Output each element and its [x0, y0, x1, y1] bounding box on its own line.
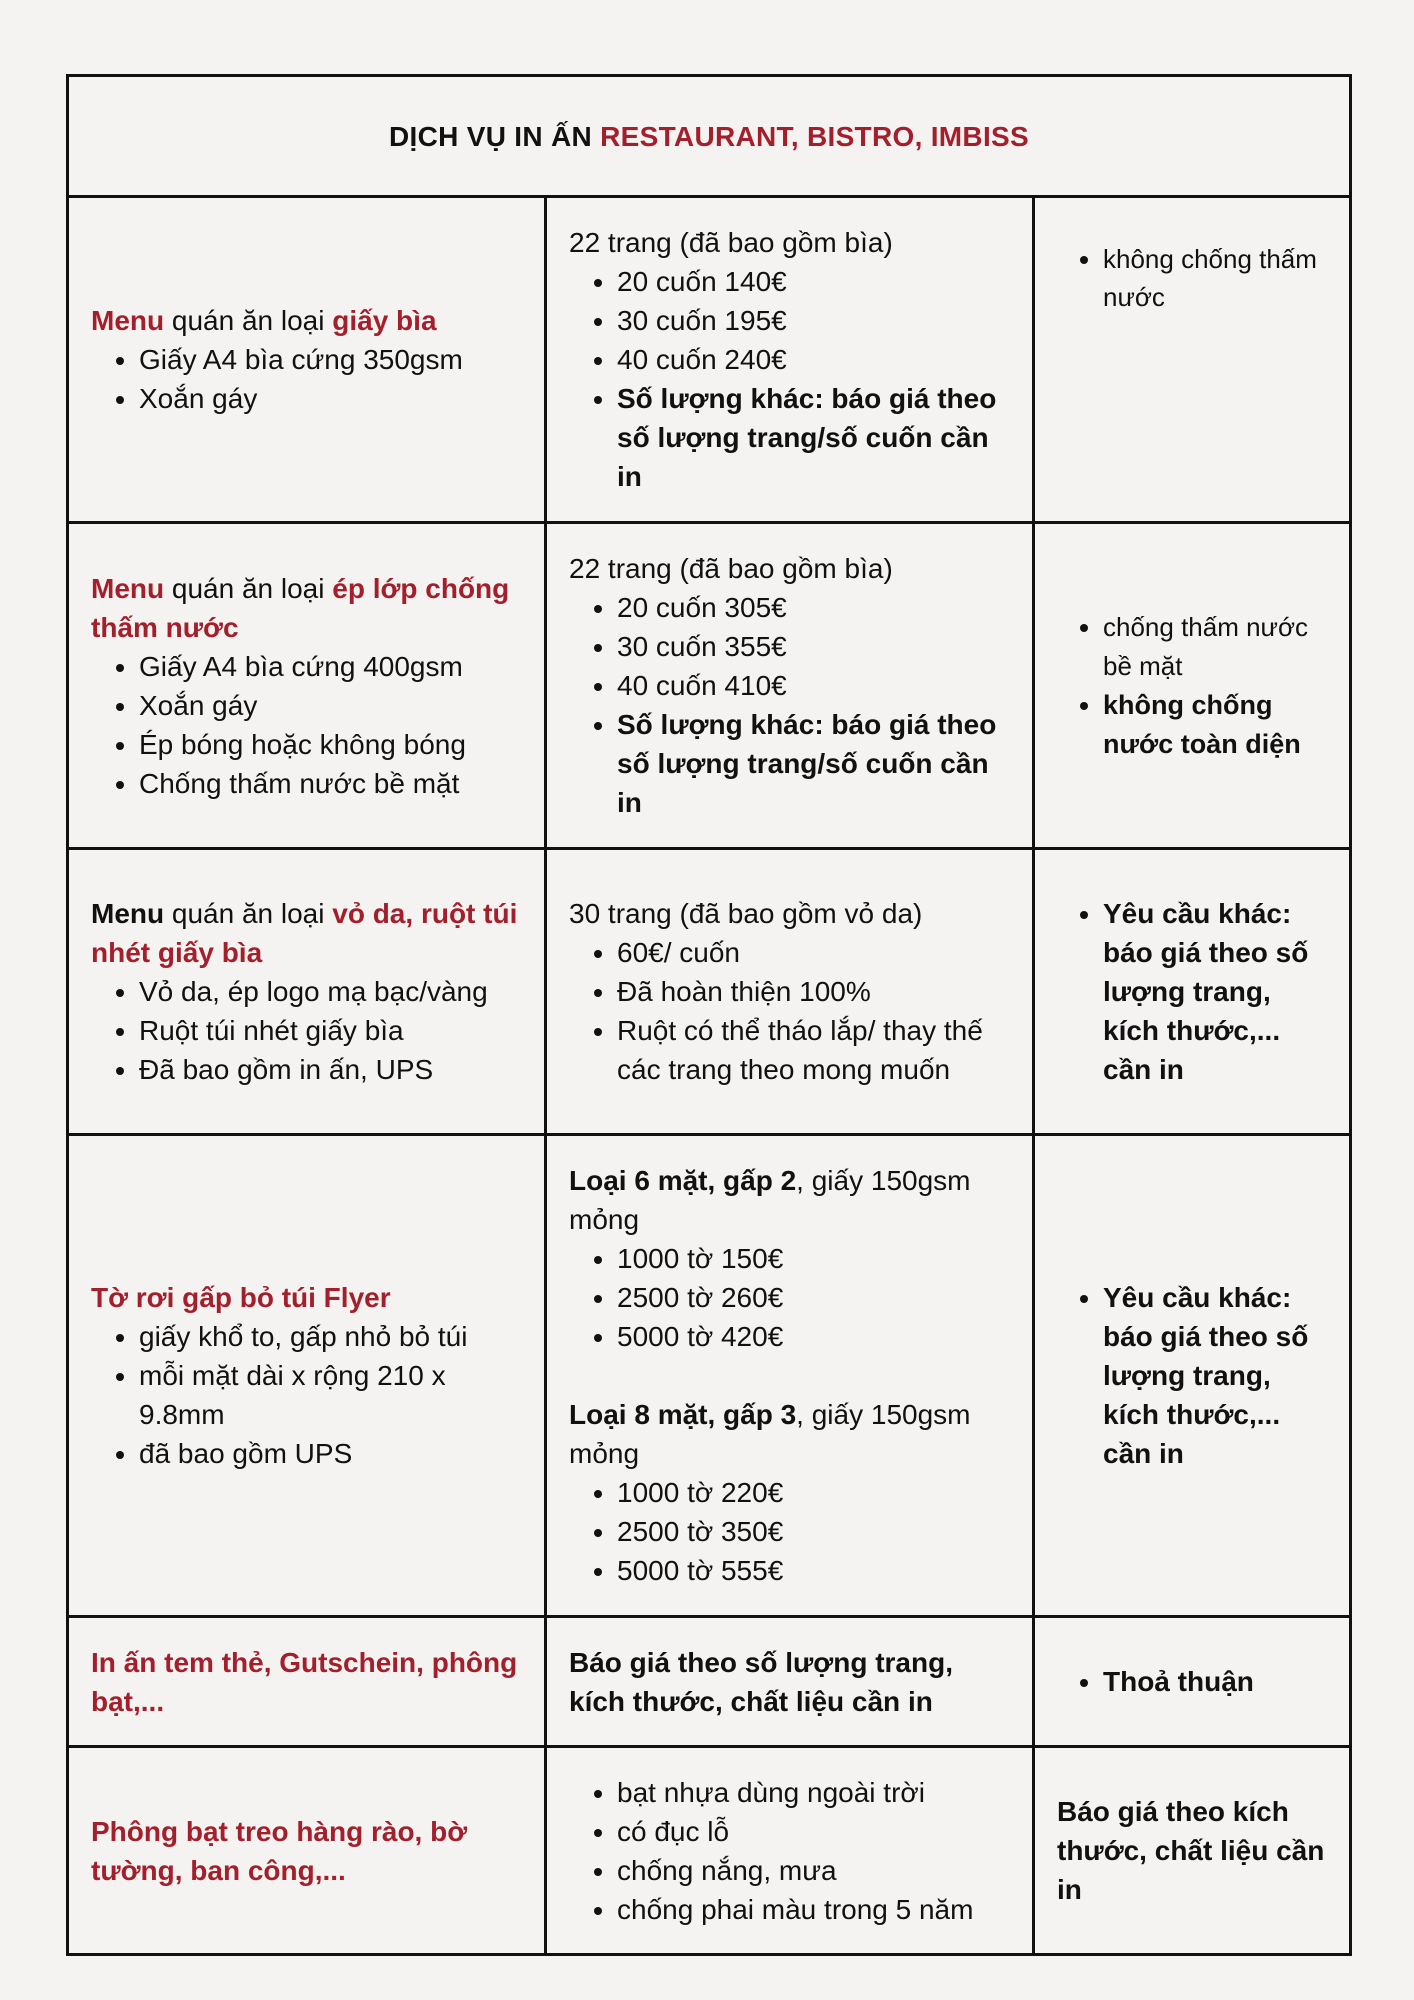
title-prefix: DỊCH VỤ IN ẤN [389, 120, 601, 152]
table-title-row [68, 76, 1351, 197]
group-heading-rest: , giấy 150gsm mỏng [569, 1165, 971, 1235]
product-cell [68, 1747, 546, 1955]
pricing-intro: 22 trang (đã bao gồm bìa) [569, 227, 893, 258]
note-list [1057, 894, 1327, 1089]
product-features [91, 972, 522, 1089]
list-item: • giấy khổ to, gấp nhỏ bỏ túi [139, 1317, 522, 1356]
note-item: • Thoả thuận [1103, 1662, 1327, 1701]
product-word: quán ăn loại [164, 898, 333, 929]
group-spacer [569, 1356, 1010, 1395]
price-item: • 40 cuốn 240€ [617, 340, 1010, 379]
price-item: • 5000 tờ 555€ [617, 1551, 1010, 1590]
table-row [68, 523, 1351, 849]
note-list [1057, 1662, 1327, 1701]
price-list [569, 588, 1010, 822]
list-item: • Xoắn gáy [139, 686, 522, 725]
product-word: Menu [91, 572, 165, 604]
note-list [1057, 240, 1327, 316]
pricing-table [66, 74, 1352, 1956]
note-item: • không chống nước toàn diện [1103, 686, 1327, 764]
price-item: • chống nắng, mưa [617, 1851, 1010, 1890]
note-cell [1034, 523, 1351, 849]
note-list [1057, 1278, 1327, 1473]
pricing-intro: 30 trang (đã bao gồm vỏ da) [569, 898, 923, 929]
product-title [91, 894, 522, 972]
note-item: • không chống thấm nước [1103, 240, 1327, 316]
price-item: • Đã hoàn thiện 100% [617, 972, 1010, 1011]
price-item: • 20 cuốn 305€ [617, 588, 1010, 627]
price-item: • 1000 tờ 150€ [617, 1239, 1010, 1278]
product-word: quán ăn loại [164, 305, 333, 336]
price-item: • 20 cuốn 140€ [617, 262, 1010, 301]
table-row [68, 1747, 1351, 1955]
group-heading-bold: Loại 6 mặt, gấp 2 [569, 1165, 797, 1196]
product-cell [68, 523, 546, 849]
pricing-group-heading [569, 1395, 1010, 1473]
pricing-text: Báo giá theo số lượng trang, kích thước, chất liệu cần in [569, 1646, 953, 1717]
pricing-cell [546, 1135, 1034, 1617]
price-list [569, 1473, 1010, 1590]
price-list [569, 1773, 1010, 1929]
product-title [91, 301, 522, 340]
list-item: • Xoắn gáy [139, 379, 522, 418]
note-cell [1034, 1747, 1351, 1955]
product-title: Phông bạt treo hàng rào, bờ tường, ban công,... [91, 1815, 468, 1886]
list-item: • Chống thấm nước bề mặt [139, 764, 522, 803]
product-word: giấy bìa [332, 305, 437, 336]
list-item: • mỗi mặt dài x rộng 210 x 9.8mm [139, 1356, 522, 1434]
list-item: • đã bao gồm UPS [139, 1434, 522, 1473]
list-item: • Ruột túi nhét giấy bìa [139, 1011, 522, 1050]
note-item: • chống thấm nước bề mặt [1103, 608, 1327, 686]
note-cell [1034, 1617, 1351, 1747]
pricing-group-heading [569, 1161, 1010, 1239]
price-item: • 5000 tờ 420€ [617, 1317, 1010, 1356]
price-item: • Số lượng khác: báo giá theo số lượng trang/số cuốn cần in [617, 379, 1010, 496]
list-item: • Đã bao gồm in ấn, UPS [139, 1050, 522, 1089]
list-item: • Ép bóng hoặc không bóng [139, 725, 522, 764]
list-item: • Giấy A4 bìa cứng 350gsm [139, 340, 522, 379]
price-item: • 40 cuốn 410€ [617, 666, 1010, 705]
price-item: • 30 cuốn 355€ [617, 627, 1010, 666]
list-item: • Giấy A4 bìa cứng 400gsm [139, 647, 522, 686]
price-item: • 30 cuốn 195€ [617, 301, 1010, 340]
pricing-cell [546, 849, 1034, 1135]
list-item: • Vỏ da, ép logo mạ bạc/vàng [139, 972, 522, 1011]
price-list [569, 933, 1010, 1089]
note-cell [1034, 197, 1351, 523]
table-row [68, 849, 1351, 1135]
product-cell [68, 1617, 546, 1747]
product-features [91, 340, 522, 418]
price-list [569, 1239, 1010, 1356]
product-cell [68, 1135, 546, 1617]
product-title: In ấn tem thẻ, Gutschein, phông bạt,... [91, 1646, 518, 1717]
note-item: • Yêu cầu khác: báo giá theo số lượng trang, kích thước,... cần in [1103, 1278, 1327, 1473]
pricing-intro: 22 trang (đã bao gồm bìa) [569, 553, 893, 584]
product-word: quán ăn loại [164, 572, 333, 604]
price-item: • Số lượng khác: báo giá theo số lượng trang/số cuốn cần in [617, 705, 1010, 822]
title-highlight: RESTAURANT, BISTRO, IMBISS [600, 120, 1029, 152]
pricing-cell [546, 1617, 1034, 1747]
note-text: Báo giá theo kích thước, chất liệu cần in [1057, 1796, 1325, 1905]
note-list [1057, 608, 1327, 764]
product-cell [68, 849, 546, 1135]
note-item: • Yêu cầu khác: báo giá theo số lượng trang, kích thước,... cần in [1103, 894, 1327, 1089]
price-item: • Ruột có thể tháo lắp/ thay thế các trang theo mong muốn [617, 1011, 1010, 1089]
price-item: • 60€/ cuốn [617, 933, 1010, 972]
table-row [68, 1135, 1351, 1617]
note-cell [1034, 1135, 1351, 1617]
pricing-cell [546, 197, 1034, 523]
price-item: • có đục lỗ [617, 1812, 1010, 1851]
table-row [68, 197, 1351, 523]
group-heading-rest: , giấy 150gsm mỏng [569, 1399, 971, 1469]
product-word: vỏ da, ruột túi nhét giấy bìa [91, 898, 518, 968]
pricing-sheet [66, 74, 1349, 1956]
product-cell [68, 197, 546, 523]
product-word: Menu [91, 305, 165, 336]
table-row [68, 1617, 1351, 1747]
note-cell [1034, 849, 1351, 1135]
price-item: • 2500 tờ 350€ [617, 1512, 1010, 1551]
table-title [68, 76, 1351, 197]
price-item: • 1000 tờ 220€ [617, 1473, 1010, 1512]
product-word: Menu [91, 898, 165, 929]
product-features [91, 1317, 522, 1473]
product-features [91, 647, 522, 803]
product-title: Tờ rơi gấp bỏ túi Flyer [91, 1282, 391, 1313]
pricing-cell [546, 523, 1034, 849]
price-item: • 2500 tờ 260€ [617, 1278, 1010, 1317]
group-heading-bold: Loại 8 mặt, gấp 3 [569, 1399, 797, 1430]
price-item: • chống phai màu trong 5 năm [617, 1890, 1010, 1929]
product-title [91, 569, 522, 647]
price-list [569, 262, 1010, 496]
product-word: ép lớp chống thấm nước [91, 572, 510, 643]
pricing-cell [546, 1747, 1034, 1955]
price-item: • bạt nhựa dùng ngoài trời [617, 1773, 1010, 1812]
